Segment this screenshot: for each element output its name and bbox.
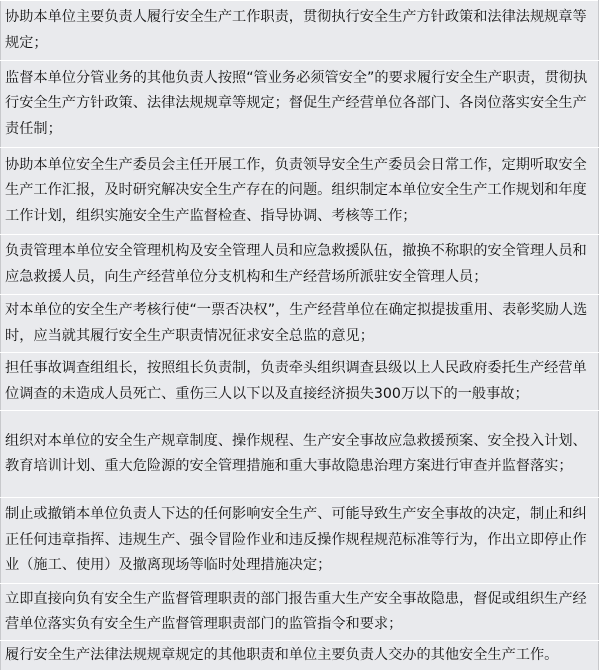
duty-text: 组织对本单位的安全生产规章制度、操作规程、生产安全事故应急救援预案、安全投入计划、教育培训计划、重大危险源的安全管理措施和重大事故隐患治理方案进行审查并监督落实； [1, 411, 599, 498]
duty-text: 制止或撤销本单位负责人下达的任何影响安全生产、可能导致生产安全事故的决定，制止和纠正任何违章指挥、违规生产、强令冒险作业和违反操作规程规范标准等行为，作出立即停止作业（施工、使用）及撤离现场等临时处理措施决定； [1, 498, 599, 584]
table-row [1, 61, 599, 148]
table-row [1, 148, 599, 235]
duty-text: 立即直接向负有安全生产监督管理职责的部门报告重大生产安全事故隐患，督促或组织生产经营单位落实负有安全生产监督管理职责部门的监管指令和要求； [1, 584, 599, 641]
duty-text: 负责管理本单位安全管理机构及安全管理人员和应急救援队伍，撤换不称职的安全管理人员和应急救援人员，向生产经营单位分支机构和生产经营场所派驻安全管理人员； [1, 235, 599, 295]
table-row [1, 1, 599, 61]
table-row [1, 295, 599, 353]
duty-text: 监督本单位分管业务的其他负责人按照“管业务必须管安全”的要求履行安全生产职责，贯彻执行安全生产方针政策、法律法规规章等规定；督促生产经营单位各部门、各岗位落实安全生产责任制； [1, 61, 599, 148]
duty-text: 担任事故调查组组长，按照组长负责制，负责牵头组织调查县级以上人民政府委托生产经营单位调查的未造成人员死亡、重伤三人以下以及直接经济损失300万以下的一般事故； [1, 353, 599, 411]
table-row [1, 235, 599, 295]
table-row [1, 411, 599, 498]
table-row [1, 498, 599, 584]
duty-text: 对本单位的安全生产考核行使“一票否决权”，生产经营单位在确定拟提拔重用、表彰奖励人选时，应当就其履行安全生产职责情况征求安全总监的意见； [1, 295, 599, 353]
table-row [1, 641, 599, 671]
duty-text: 协助本单位主要负责人履行安全生产工作职责，贯彻执行安全生产方针政策和法律法规规章等规定； [1, 1, 599, 61]
duty-text: 协助本单位安全生产委员会主任开展工作，负责领导安全生产委员会日常工作，定期听取安全生产工作汇报，及时研究解决安全生产存在的问题。组织制定本单位安全生产工作规划和年度工作计划，组织实施安全生产监督检查、指导协调、考核等工作； [1, 148, 599, 235]
duty-text: 履行安全生产法律法规规章规定的其他职责和单位主要负责人交办的其他安全生产工作。 [1, 641, 599, 671]
table-row [1, 584, 599, 641]
table-row [1, 353, 599, 411]
